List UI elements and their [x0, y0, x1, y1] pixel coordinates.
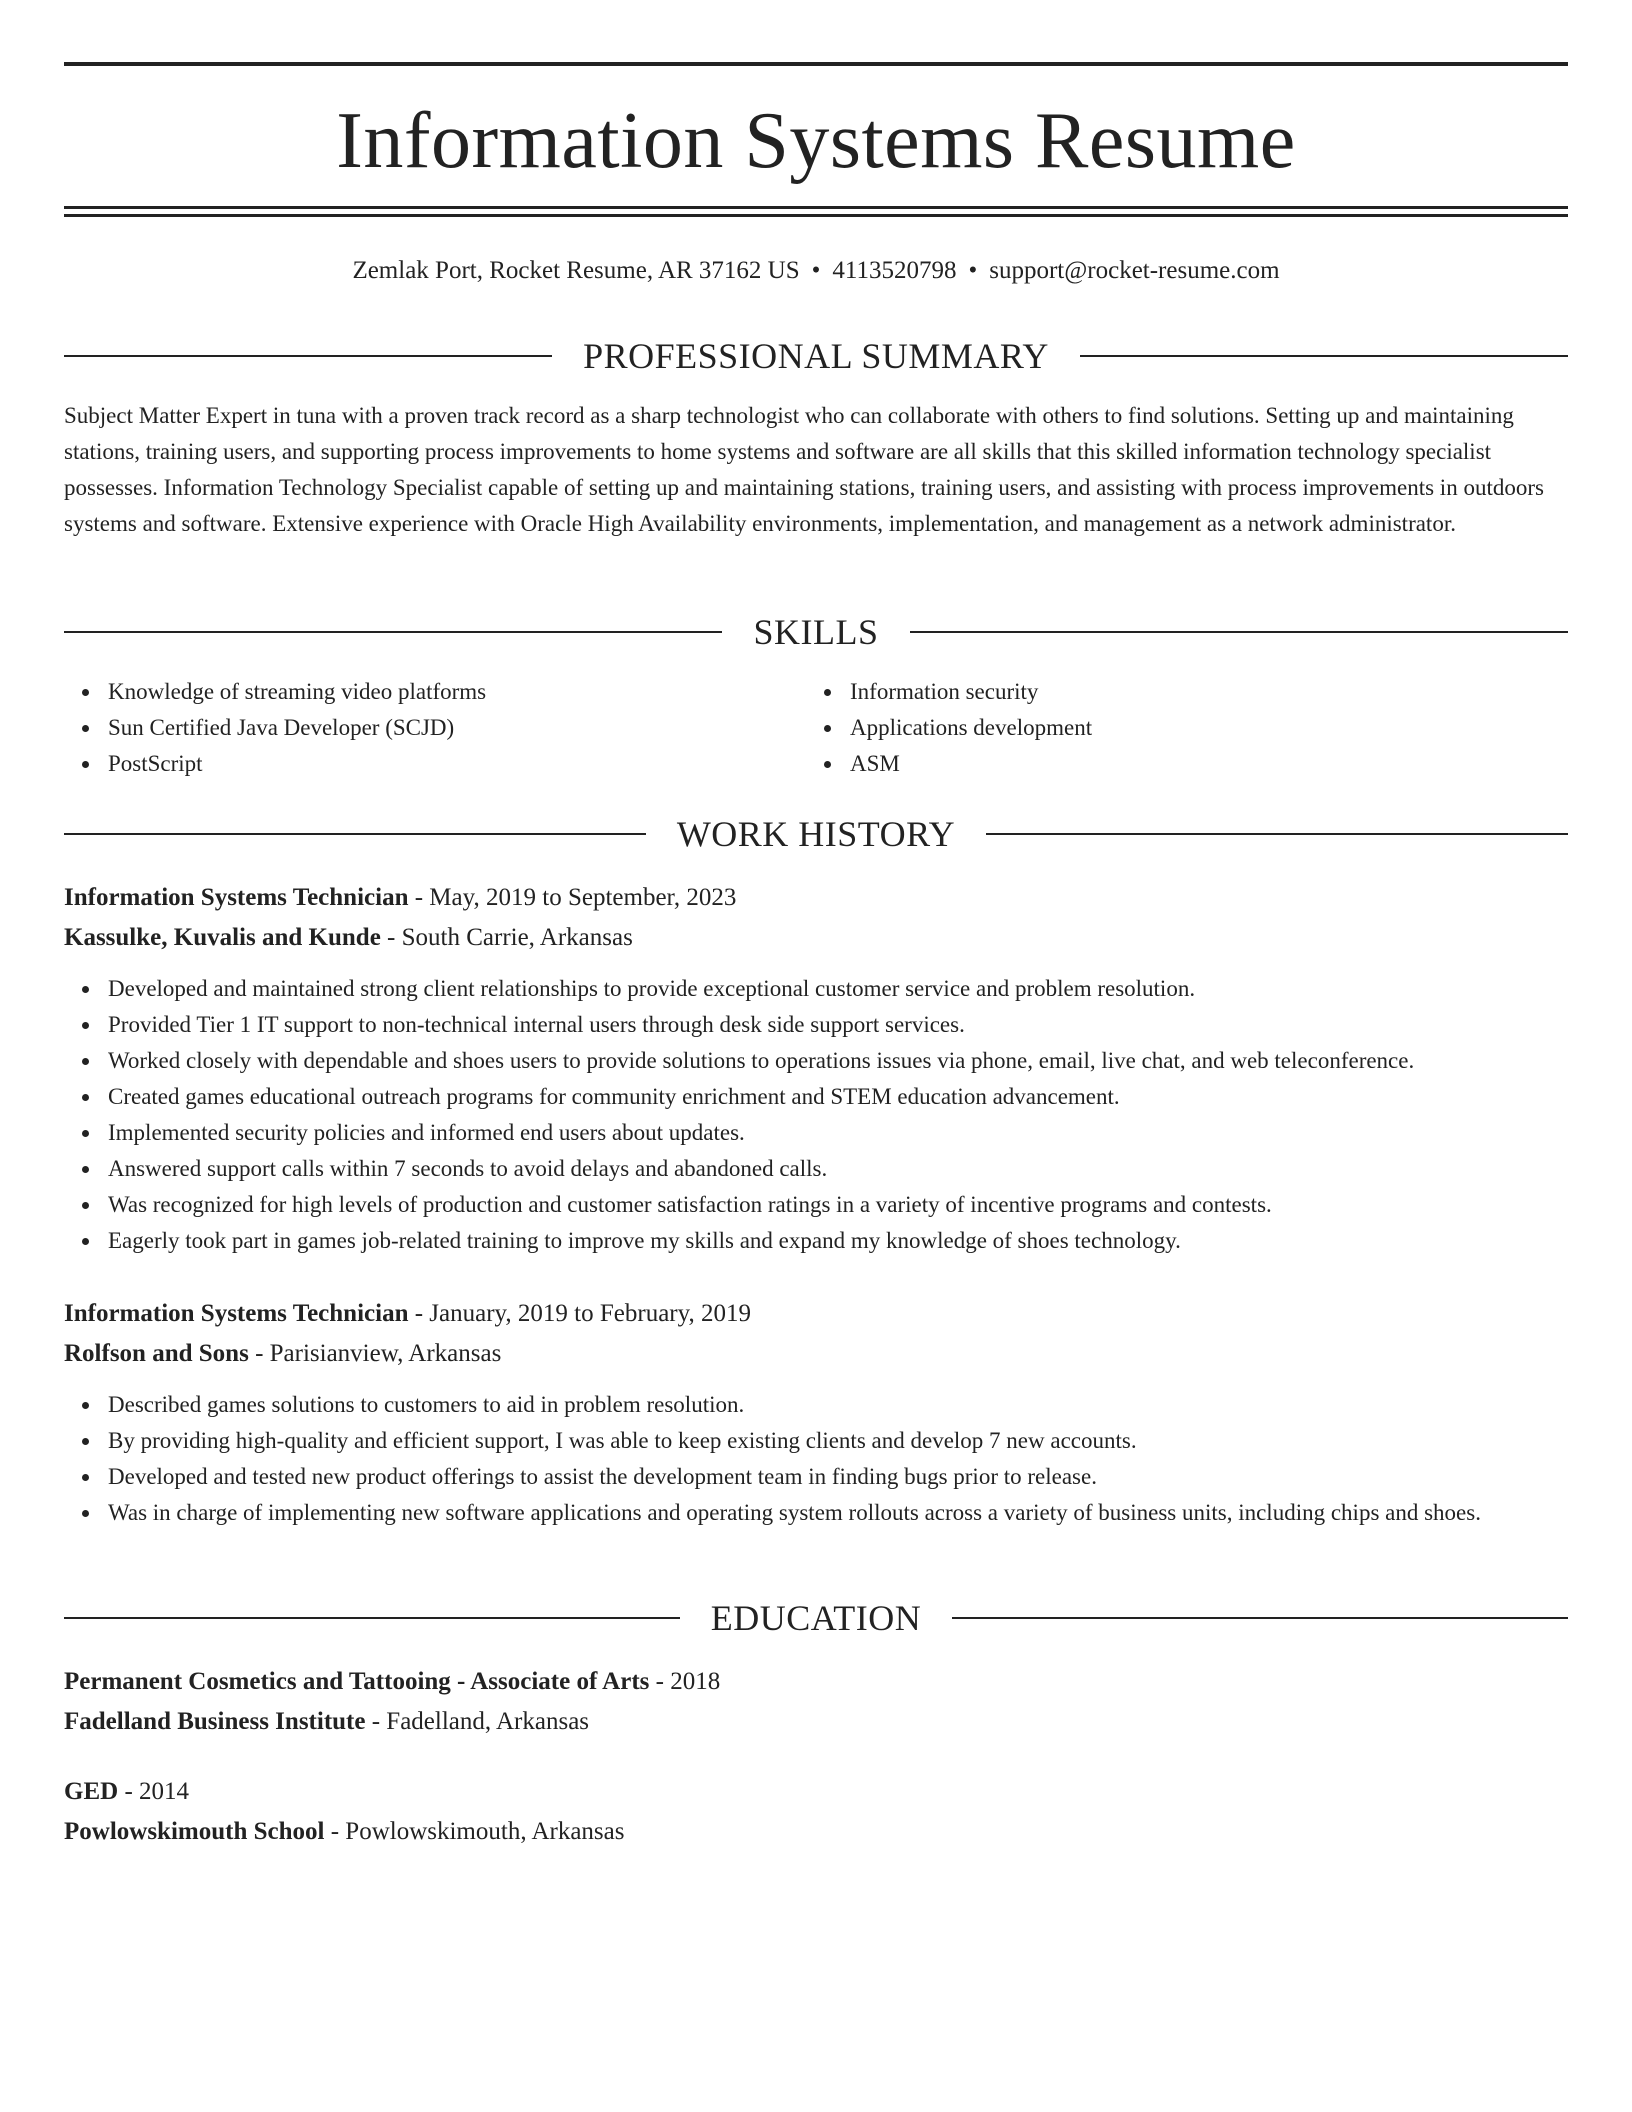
job-title: Information Systems Technician	[64, 1300, 409, 1327]
job-company-line	[64, 918, 1568, 958]
skill-item: ASM	[806, 746, 1546, 782]
job-company-line	[64, 1334, 1568, 1374]
job-bullet: Developed and maintained strong client relationships to provide exceptional customer service and problem resolution.	[64, 971, 1568, 1007]
job-company: Rolfson and Sons	[64, 1340, 249, 1367]
job-bullet: Created games educational outreach programs for community enrichment and STEM education advancement.	[64, 1079, 1568, 1115]
title-bottom-rule-1	[64, 206, 1568, 209]
section-title: WORK HISTORY	[676, 814, 956, 854]
job-bullets	[64, 971, 1568, 1259]
section-title: SKILLS	[753, 612, 879, 652]
education-school: Fadelland Business Institute	[64, 1708, 366, 1735]
education-school-line	[64, 1702, 1568, 1742]
job-location: - Parisianview, Arkansas	[248, 1340, 502, 1367]
education-degree-line	[64, 1662, 1568, 1702]
education-location: - Powlowskimouth, Arkansas	[324, 1818, 625, 1845]
job-location: - South Carrie, Arkansas	[380, 924, 633, 951]
section-rule	[1080, 355, 1568, 357]
job-bullet: Described games solutions to customers to aid in problem resolution.	[64, 1387, 1568, 1423]
contact-separator: •	[968, 257, 978, 284]
job-dates: - January, 2019 to February, 2019	[408, 1300, 752, 1327]
education-year: - 2018	[649, 1668, 721, 1695]
job-bullet: By providing high-quality and efficient support, I was able to keep existing clients and develop 7 new accounts.	[64, 1423, 1568, 1459]
summary-text: Subject Matter Expert in tuna with a proven track record as a sharp technologist who can collaborate with others to find solutions. Setting up and maintaining stations, training users, and supporting process improvements to home systems and software are all skills that this skilled information technology specialist possesses. Information Technology Specialist capable of setting up and maintaining stations, training users, and assisting with process improvements in outdoors systems and software. Extensive experience with Oracle High Availability environments, implementation, and management as a network administrator.	[64, 403, 1544, 536]
section-title: PROFESSIONAL SUMMARY	[583, 336, 1049, 376]
contact-separator: •	[811, 257, 821, 284]
job-bullet: Worked closely with dependable and shoes users to provide solutions to operations issues via phone, email, live chat, and web teleconference.	[64, 1043, 1568, 1079]
section-header-education	[64, 1596, 1568, 1640]
job-bullet: Eagerly took part in games job-related training to improve my skills and expand my knowledge of shoes technology.	[64, 1223, 1568, 1259]
section-rule	[986, 833, 1568, 835]
job-company: Kassulke, Kuvalis and Kunde	[64, 924, 381, 951]
section-rule	[910, 631, 1568, 633]
job-title: Information Systems Technician	[64, 884, 409, 911]
job-bullet: Was recognized for high levels of production and customer satisfaction ratings in a variety of incentive programs and contests.	[64, 1187, 1568, 1223]
section-header-work	[64, 812, 1568, 856]
job-title-line	[64, 878, 1568, 918]
section-header-summary	[64, 334, 1568, 378]
skill-item: Sun Certified Java Developer (SCJD)	[64, 710, 804, 746]
education-location: - Fadelland, Arkansas	[365, 1708, 590, 1735]
skill-item: Knowledge of streaming video platforms	[64, 674, 804, 710]
education-degree-line	[64, 1772, 1568, 1812]
skills-list-right	[806, 674, 1546, 782]
skill-item: Information security	[806, 674, 1546, 710]
skill-item: PostScript	[64, 746, 804, 782]
contact-phone: 4113520798	[832, 257, 957, 284]
education-degree: Permanent Cosmetics and Tattooing - Associate of Arts	[64, 1668, 650, 1695]
section-title: EDUCATION	[710, 1598, 922, 1638]
job-dates: - May, 2019 to September, 2023	[408, 884, 737, 911]
skill-item: Applications development	[806, 710, 1546, 746]
education-year: - 2014	[118, 1778, 190, 1805]
section-header-skills	[64, 610, 1568, 654]
education-school-line	[64, 1812, 1568, 1852]
section-rule	[952, 1617, 1568, 1619]
education-school: Powlowskimouth School	[64, 1818, 325, 1845]
contact-address: Zemlak Port, Rocket Resume, AR 37162 US	[352, 257, 800, 284]
title-top-rule	[64, 62, 1568, 66]
job-bullet: Answered support calls within 7 seconds to avoid delays and abandoned calls.	[64, 1151, 1568, 1187]
contact-line	[64, 250, 1568, 292]
education-degree: GED	[64, 1778, 119, 1805]
contact-email: support@rocket-resume.com	[989, 257, 1280, 284]
title-bottom-rule-2	[64, 214, 1568, 217]
job-bullet: Provided Tier 1 IT support to non-technical internal users through desk side support services.	[64, 1007, 1568, 1043]
resume-title: Information Systems Resume	[336, 97, 1296, 185]
job-bullet: Implemented security policies and informed end users about updates.	[64, 1115, 1568, 1151]
job-bullet: Was in charge of implementing new software applications and operating system rollouts across a variety of business units, including chips and shoes.	[64, 1495, 1568, 1531]
job-title-line	[64, 1294, 1568, 1334]
job-bullet: Developed and tested new product offerings to assist the development team in finding bugs prior to release.	[64, 1459, 1568, 1495]
skills-list-left	[64, 674, 804, 782]
job-bullets	[64, 1387, 1568, 1531]
